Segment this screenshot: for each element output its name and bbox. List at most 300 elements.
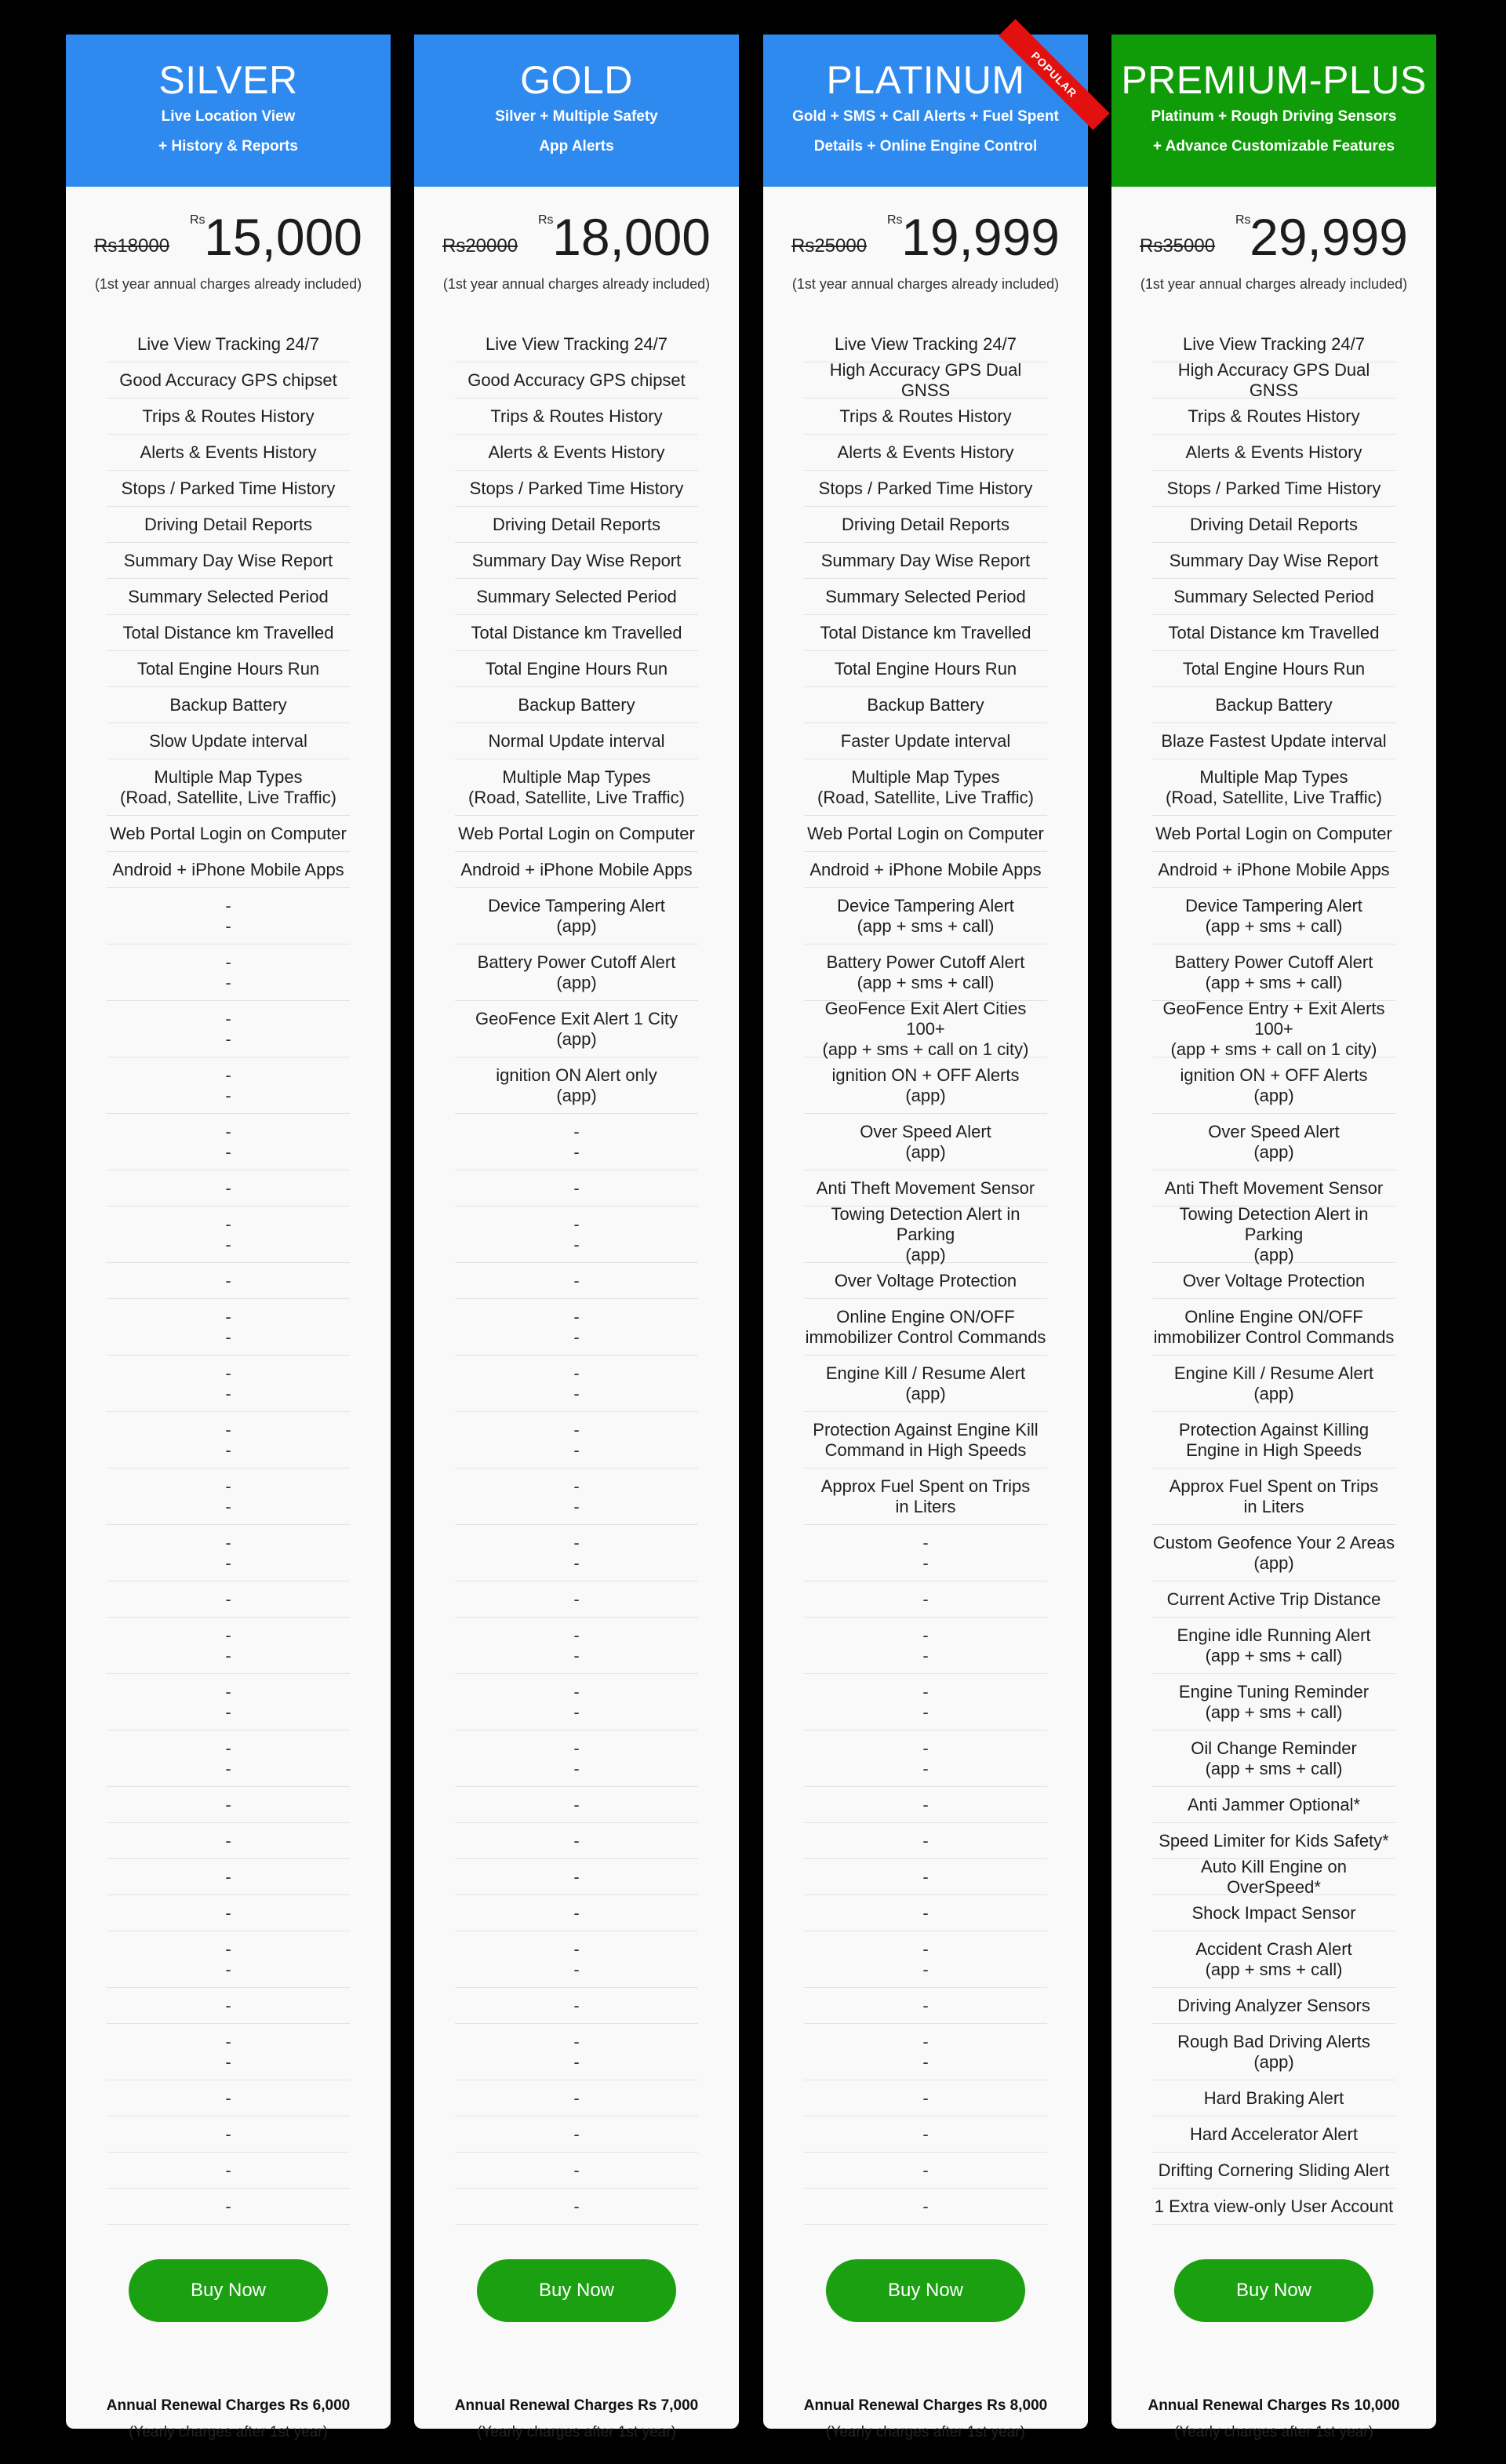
feature-item bbox=[1152, 944, 1395, 1001]
feature-item bbox=[107, 651, 350, 687]
feature-not-included bbox=[107, 888, 350, 944]
popular-label: POPULAR bbox=[999, 19, 1109, 129]
feature-text: - bbox=[573, 1902, 580, 1923]
feature-item bbox=[804, 651, 1047, 687]
plan-subtitle-line: + Advance Customizable Features bbox=[1152, 138, 1395, 155]
feature-item bbox=[804, 1203, 1047, 1265]
feature-not-included bbox=[455, 1207, 698, 1263]
feature-text: - bbox=[225, 1959, 231, 1979]
feature-text: Approx Fuel Spent on Trips bbox=[1169, 1476, 1379, 1496]
feature-text: Drifting Cornering Sliding Alert bbox=[1158, 2160, 1390, 2180]
feature-not-included bbox=[107, 1787, 350, 1823]
feature-text: Over Voltage Protection bbox=[834, 1270, 1017, 1290]
feature-item bbox=[1152, 1356, 1395, 1412]
feature-item bbox=[804, 723, 1047, 759]
feature-text: (app + sms + call) bbox=[1205, 1758, 1343, 1778]
feature-item bbox=[1152, 1263, 1395, 1299]
feature-item bbox=[1152, 687, 1395, 723]
feature-text: Online Engine ON/OFF bbox=[836, 1306, 1015, 1327]
feature-text: - bbox=[573, 1830, 580, 1851]
feature-item bbox=[107, 507, 350, 543]
feature-item bbox=[804, 507, 1047, 543]
feature-not-included bbox=[107, 1895, 350, 1931]
plan-header bbox=[414, 35, 739, 187]
plan-card-platinum bbox=[763, 35, 1088, 2440]
price-note: (1st year annual charges already included) bbox=[94, 276, 362, 292]
feature-not-included bbox=[455, 2080, 698, 2116]
feature-text: (app + sms + call) bbox=[1205, 1959, 1343, 1979]
feature-text: - bbox=[573, 2160, 580, 2180]
renewal-charges: Annual Renewal Charges Rs 6,000 bbox=[106, 2397, 351, 2414]
feature-text: in Liters bbox=[1243, 1496, 1304, 1516]
price: 15,000 bbox=[204, 208, 362, 266]
feature-text: - bbox=[573, 1496, 580, 1516]
feature-list bbox=[804, 326, 1047, 2225]
feature-item bbox=[455, 1057, 698, 1114]
feature-text: Driving Analyzer Sensors bbox=[1177, 1995, 1370, 2015]
feature-not-included bbox=[455, 1859, 698, 1895]
feature-item bbox=[804, 1356, 1047, 1412]
price-block bbox=[1111, 187, 1436, 266]
feature-text: Total Engine Hours Run bbox=[834, 658, 1017, 679]
feature-text: (app + sms + call) bbox=[1205, 1645, 1343, 1665]
feature-text: Stops / Parked Time History bbox=[469, 478, 684, 498]
feature-text: - bbox=[225, 1738, 231, 1758]
feature-text: Multiple Map Types bbox=[851, 766, 1000, 787]
feature-item bbox=[1152, 543, 1395, 579]
feature-text: Android + iPhone Mobile Apps bbox=[809, 859, 1042, 879]
feature-text: Summary Day Wise Report bbox=[471, 550, 682, 570]
feature-text: (app) bbox=[1253, 1141, 1294, 1162]
feature-text: Hard Accelerator Alert bbox=[1190, 2124, 1358, 2144]
feature-text: - bbox=[573, 1270, 580, 1290]
feature-item bbox=[804, 1114, 1047, 1170]
feature-text: Summary Selected Period bbox=[476, 586, 677, 606]
feature-text: Total Distance km Travelled bbox=[122, 622, 334, 642]
feature-not-included bbox=[107, 1581, 350, 1618]
feature-text: Good Accuracy GPS chipset bbox=[119, 369, 337, 390]
feature-text: - bbox=[573, 1866, 580, 1887]
feature-text: Over Voltage Protection bbox=[1182, 1270, 1366, 1290]
feature-text: - bbox=[225, 1496, 231, 1516]
buy-now-button[interactable]: Buy Now bbox=[129, 2259, 328, 2322]
plan-name: PLATINUM bbox=[826, 58, 1025, 102]
feature-item bbox=[455, 579, 698, 615]
feature-text: - bbox=[922, 1902, 929, 1923]
feature-text: ignition ON Alert only bbox=[496, 1065, 657, 1085]
feature-text: - bbox=[922, 2124, 929, 2144]
feature-text: - bbox=[922, 2051, 929, 2072]
feature-not-included bbox=[455, 1988, 698, 2024]
feature-not-included bbox=[804, 1525, 1047, 1581]
feature-item bbox=[1152, 326, 1395, 362]
feature-item bbox=[455, 888, 698, 944]
feature-item bbox=[1152, 1412, 1395, 1469]
feature-item bbox=[107, 852, 350, 888]
feature-item bbox=[1152, 852, 1395, 888]
feature-text: - bbox=[922, 1589, 929, 1609]
feature-item bbox=[1152, 1170, 1395, 1207]
feature-text: - bbox=[225, 1419, 231, 1439]
price: 18,000 bbox=[552, 208, 711, 266]
feature-not-included bbox=[455, 2189, 698, 2225]
feature-item bbox=[107, 723, 350, 759]
feature-not-included bbox=[804, 2153, 1047, 2189]
feature-item bbox=[1152, 1618, 1395, 1674]
feature-not-included bbox=[804, 2116, 1047, 2153]
feature-text: Engine Kill / Resume Alert bbox=[825, 1363, 1026, 1383]
feature-text: - bbox=[225, 1830, 231, 1851]
feature-item bbox=[1152, 759, 1395, 816]
feature-text: - bbox=[225, 1141, 231, 1162]
feature-item bbox=[1152, 2116, 1395, 2153]
feature-item bbox=[455, 852, 698, 888]
feature-text: GeoFence Exit Alert 1 City bbox=[475, 1008, 678, 1028]
feature-text: Oil Change Reminder bbox=[1191, 1738, 1357, 1758]
feature-text: Device Tampering Alert bbox=[1185, 895, 1362, 915]
feature-text: High Accuracy GPS Dual GNSS bbox=[829, 359, 1022, 400]
old-price: Rs20000 bbox=[442, 235, 518, 257]
feature-item bbox=[455, 816, 698, 852]
feature-item bbox=[804, 759, 1047, 816]
renewal-note: (Yearly charges after 1st year) bbox=[477, 2424, 676, 2440]
feature-text: Driving Detail Reports bbox=[144, 514, 312, 534]
plan-subtitle bbox=[1111, 102, 1436, 162]
feature-text: - bbox=[225, 1532, 231, 1552]
feature-not-included bbox=[107, 2153, 350, 2189]
feature-not-included bbox=[107, 1988, 350, 2024]
feature-text: (Road, Satellite, Live Traffic) bbox=[120, 787, 336, 807]
plan-subtitle-line: + History & Reports bbox=[158, 138, 298, 155]
feature-item bbox=[804, 326, 1047, 362]
feature-not-included bbox=[107, 1412, 350, 1469]
feature-text: Battery Power Cutoff Alert bbox=[477, 952, 676, 972]
feature-text: - bbox=[225, 1008, 231, 1028]
currency-symbol: Rs bbox=[190, 213, 206, 227]
feature-text: - bbox=[922, 1794, 929, 1814]
feature-not-included bbox=[107, 1674, 350, 1731]
feature-text: Multiple Map Types bbox=[502, 766, 651, 787]
feature-text: - bbox=[573, 1552, 580, 1573]
feature-text: Web Portal Login on Computer bbox=[1155, 823, 1392, 843]
renewal-note: (Yearly charges after 1st year) bbox=[826, 2424, 1025, 2440]
feature-text: - bbox=[225, 1065, 231, 1085]
feature-text: - bbox=[225, 1552, 231, 1573]
feature-text: - bbox=[225, 1995, 231, 2015]
feature-text: Alerts & Events History bbox=[488, 442, 665, 462]
feature-text: - bbox=[225, 1439, 231, 1460]
feature-not-included bbox=[107, 1731, 350, 1787]
feature-item bbox=[1152, 1525, 1395, 1581]
feature-not-included bbox=[804, 2024, 1047, 2080]
feature-text: - bbox=[225, 1306, 231, 1327]
feature-item bbox=[1152, 1787, 1395, 1823]
feature-item bbox=[1152, 1856, 1395, 1897]
feature-not-included bbox=[455, 1581, 698, 1618]
feature-text: Accident Crash Alert bbox=[1195, 1938, 1352, 1959]
feature-text: Total Distance km Travelled bbox=[471, 622, 682, 642]
feature-item bbox=[804, 435, 1047, 471]
plan-header bbox=[66, 35, 391, 187]
feature-text: - bbox=[922, 1995, 929, 2015]
feature-text: GeoFence Entry + Exit Alerts 100+ bbox=[1162, 998, 1385, 1039]
feature-not-included bbox=[455, 1895, 698, 1931]
feature-not-included bbox=[804, 1931, 1047, 1988]
feature-text: Trips & Routes History bbox=[142, 406, 315, 426]
feature-text: Anti Jammer Optional* bbox=[1187, 1794, 1361, 1814]
feature-item bbox=[1152, 1823, 1395, 1859]
feature-not-included bbox=[455, 2116, 698, 2153]
feature-text: Total Distance km Travelled bbox=[820, 622, 1031, 642]
feature-text: Alerts & Events History bbox=[837, 442, 1014, 462]
feature-text: Trips & Routes History bbox=[490, 406, 663, 426]
feature-text: (app) bbox=[905, 1244, 946, 1265]
feature-item bbox=[1152, 723, 1395, 759]
feature-item bbox=[455, 543, 698, 579]
plan-name: PREMIUM-PLUS bbox=[1121, 58, 1427, 102]
feature-not-included bbox=[107, 1001, 350, 1057]
feature-item bbox=[1152, 615, 1395, 651]
feature-not-included bbox=[107, 944, 350, 1001]
feature-text: Web Portal Login on Computer bbox=[807, 823, 1044, 843]
feature-item bbox=[804, 359, 1047, 400]
feature-item bbox=[1152, 1299, 1395, 1356]
feature-text: - bbox=[225, 2087, 231, 2108]
buy-now-button[interactable]: Buy Now bbox=[1174, 2259, 1373, 2322]
feature-text: - bbox=[573, 1306, 580, 1327]
feature-text: - bbox=[573, 1625, 580, 1645]
feature-text: ignition ON + OFF Alerts bbox=[831, 1065, 1020, 1085]
feature-text: - bbox=[225, 1270, 231, 1290]
feature-text: Total Engine Hours Run bbox=[485, 658, 668, 679]
feature-text: - bbox=[573, 1589, 580, 1609]
feature-text: Command in High Speeds bbox=[824, 1439, 1027, 1460]
feature-text: - bbox=[225, 895, 231, 915]
old-price: Rs35000 bbox=[1140, 235, 1216, 257]
feature-text: Stops / Parked Time History bbox=[818, 478, 1033, 498]
feature-text: (app) bbox=[556, 915, 597, 936]
feature-item bbox=[1152, 435, 1395, 471]
feature-text: (app) bbox=[1253, 2051, 1294, 2072]
feature-text: Engine Tuning Reminder bbox=[1178, 1681, 1370, 1702]
feature-item bbox=[455, 362, 698, 399]
feature-text: - bbox=[225, 1702, 231, 1722]
feature-item bbox=[804, 543, 1047, 579]
feature-not-included bbox=[107, 1207, 350, 1263]
feature-item bbox=[1152, 2024, 1395, 2080]
feature-item bbox=[804, 852, 1047, 888]
feature-not-included bbox=[107, 1356, 350, 1412]
feature-text: Normal Update interval bbox=[488, 730, 665, 751]
plan-subtitle-line: Live Location View bbox=[161, 108, 296, 125]
feature-not-included bbox=[107, 1525, 350, 1581]
feature-text: - bbox=[922, 1866, 929, 1887]
feature-text: - bbox=[573, 1177, 580, 1198]
feature-text: - bbox=[225, 1681, 231, 1702]
feature-item bbox=[1152, 651, 1395, 687]
feature-item bbox=[107, 362, 350, 399]
feature-item bbox=[107, 816, 350, 852]
feature-item bbox=[804, 1299, 1047, 1356]
feature-text: (app) bbox=[1253, 1383, 1294, 1403]
feature-text: (app) bbox=[1253, 1085, 1294, 1105]
feature-text: Trips & Routes History bbox=[839, 406, 1012, 426]
feature-item bbox=[455, 615, 698, 651]
feature-text: - bbox=[225, 1758, 231, 1778]
plan-name: SILVER bbox=[158, 58, 298, 102]
plan-subtitle bbox=[66, 102, 391, 162]
feature-item bbox=[107, 579, 350, 615]
feature-not-included bbox=[455, 1674, 698, 1731]
feature-text: Summary Selected Period bbox=[1173, 586, 1374, 606]
feature-text: Driving Detail Reports bbox=[493, 514, 660, 534]
feature-text: Slow Update interval bbox=[149, 730, 307, 751]
renewal-charges: Annual Renewal Charges Rs 8,000 bbox=[803, 2397, 1048, 2414]
feature-text: in Liters bbox=[895, 1496, 956, 1516]
plan-card-gold bbox=[414, 35, 739, 2440]
feature-not-included bbox=[804, 1731, 1047, 1787]
feature-text: Approx Fuel Spent on Trips bbox=[820, 1476, 1031, 1496]
feature-item bbox=[107, 759, 350, 816]
feature-text: - bbox=[573, 1794, 580, 1814]
feature-text: - bbox=[573, 2051, 580, 2072]
feature-text: (Road, Satellite, Live Traffic) bbox=[817, 787, 1034, 807]
plan-subtitle-line: Platinum + Rough Driving Sensors bbox=[1151, 108, 1397, 125]
feature-item bbox=[1152, 579, 1395, 615]
feature-text: - bbox=[573, 1234, 580, 1254]
feature-item bbox=[455, 723, 698, 759]
feature-text: Trips & Routes History bbox=[1188, 406, 1360, 426]
feature-text: - bbox=[225, 1177, 231, 1198]
feature-text: Live View Tracking 24/7 bbox=[835, 333, 1017, 354]
price-block bbox=[763, 187, 1088, 266]
feature-text: Custom Geofence Your 2 Areas bbox=[1152, 1532, 1395, 1552]
feature-text: Android + iPhone Mobile Apps bbox=[1158, 859, 1390, 879]
feature-text: Towing Detection Alert in Parking bbox=[1179, 1203, 1369, 1244]
feature-text: Live View Tracking 24/7 bbox=[1183, 333, 1365, 354]
feature-item bbox=[107, 435, 350, 471]
plan-card-premium-plus bbox=[1111, 35, 1436, 2440]
feature-text: - bbox=[922, 1625, 929, 1645]
feature-text: (app + sms + call) bbox=[857, 972, 995, 992]
feature-not-included bbox=[804, 1895, 1047, 1931]
renewal-charges: Annual Renewal Charges Rs 10,000 bbox=[1148, 2397, 1400, 2414]
feature-list bbox=[107, 326, 350, 2225]
feature-text: - bbox=[573, 1758, 580, 1778]
feature-item bbox=[804, 1469, 1047, 1525]
feature-not-included bbox=[455, 1170, 698, 1207]
feature-text: - bbox=[225, 2160, 231, 2180]
plan-subtitle-line: Gold + SMS + Call Alerts + Fuel Spent bbox=[792, 108, 1059, 125]
price: 29,999 bbox=[1250, 208, 1408, 266]
feature-text: - bbox=[922, 1681, 929, 1702]
feature-item bbox=[107, 471, 350, 507]
price: 19,999 bbox=[901, 208, 1060, 266]
renewal-note: (Yearly charges after 1st year) bbox=[129, 2424, 328, 2440]
feature-text: - bbox=[573, 1419, 580, 1439]
plan-header bbox=[763, 35, 1088, 187]
feature-item bbox=[1152, 399, 1395, 435]
feature-text: Shock Impact Sensor bbox=[1191, 1902, 1356, 1923]
feature-text: - bbox=[922, 1702, 929, 1722]
feature-text: (app) bbox=[1253, 1244, 1294, 1265]
feature-text: Blaze Fastest Update interval bbox=[1161, 730, 1387, 751]
feature-item bbox=[455, 1001, 698, 1057]
feature-text: Web Portal Login on Computer bbox=[110, 823, 347, 843]
feature-item bbox=[455, 435, 698, 471]
renewal-note: (Yearly charges after 1st year) bbox=[1174, 2424, 1373, 2440]
feature-text: - bbox=[922, 1758, 929, 1778]
feature-text: Engine in High Speeds bbox=[1186, 1439, 1362, 1460]
feature-item bbox=[455, 759, 698, 816]
renewal-charges: Annual Renewal Charges Rs 7,000 bbox=[454, 2397, 699, 2414]
feature-text: Total Engine Hours Run bbox=[136, 658, 320, 679]
buy-now-button[interactable]: Buy Now bbox=[826, 2259, 1025, 2322]
plan-subtitle-line: Silver + Multiple Safety bbox=[495, 108, 658, 125]
feature-not-included bbox=[804, 1674, 1047, 1731]
feature-text: Over Speed Alert bbox=[860, 1121, 991, 1141]
feature-text: Auto Kill Engine on OverSpeed* bbox=[1201, 1856, 1347, 1897]
feature-text: Multiple Map Types bbox=[154, 766, 303, 787]
feature-text: Engine Kill / Resume Alert bbox=[1173, 1363, 1374, 1383]
feature-item bbox=[804, 998, 1047, 1059]
feature-text: - bbox=[922, 1959, 929, 1979]
feature-item bbox=[1152, 1581, 1395, 1618]
feature-text: Backup Battery bbox=[1215, 694, 1333, 715]
feature-text: Protection Against Engine Kill bbox=[813, 1419, 1039, 1439]
feature-not-included bbox=[804, 1618, 1047, 1674]
feature-item bbox=[804, 1412, 1047, 1469]
feature-not-included bbox=[455, 1931, 698, 1988]
feature-item bbox=[455, 471, 698, 507]
feature-text: 1 Extra view-only User Account bbox=[1154, 2196, 1394, 2216]
feature-text: - bbox=[573, 1959, 580, 1979]
feature-text: - bbox=[225, 1476, 231, 1496]
feature-text: Rough Bad Driving Alerts bbox=[1177, 2031, 1370, 2051]
feature-text: - bbox=[573, 1476, 580, 1496]
feature-text: Device Tampering Alert bbox=[488, 895, 665, 915]
feature-text: Live View Tracking 24/7 bbox=[486, 333, 668, 354]
feature-text: - bbox=[573, 1938, 580, 1959]
feature-text: (Road, Satellite, Live Traffic) bbox=[468, 787, 685, 807]
price-block bbox=[66, 187, 391, 266]
feature-item bbox=[455, 651, 698, 687]
feature-text: Protection Against Killing bbox=[1178, 1419, 1370, 1439]
feature-text: Current Active Trip Distance bbox=[1166, 1589, 1381, 1609]
feature-item bbox=[804, 888, 1047, 944]
feature-text: (app + sms + call) bbox=[1205, 972, 1343, 992]
feature-text: (app) bbox=[905, 1141, 946, 1162]
feature-text: - bbox=[573, 1532, 580, 1552]
feature-text: Summary Day Wise Report bbox=[123, 550, 333, 570]
feature-text: - bbox=[225, 2051, 231, 2072]
feature-text: - bbox=[573, 2031, 580, 2051]
feature-text: Towing Detection Alert in Parking bbox=[831, 1203, 1020, 1244]
buy-now-button[interactable]: Buy Now bbox=[477, 2259, 676, 2322]
feature-text: High Accuracy GPS Dual GNSS bbox=[1177, 359, 1370, 400]
feature-item bbox=[804, 816, 1047, 852]
plan-card-silver bbox=[66, 35, 391, 2440]
feature-text: Summary Selected Period bbox=[825, 586, 1026, 606]
feature-text: - bbox=[922, 2087, 929, 2108]
feature-text: - bbox=[573, 1995, 580, 2015]
feature-not-included bbox=[804, 2080, 1047, 2116]
feature-text: (app) bbox=[905, 1383, 946, 1403]
feature-text: - bbox=[922, 1830, 929, 1851]
feature-text: Stops / Parked Time History bbox=[1166, 478, 1381, 498]
plan-subtitle-line: App Alerts bbox=[539, 138, 614, 155]
currency-symbol: Rs bbox=[1235, 213, 1251, 227]
